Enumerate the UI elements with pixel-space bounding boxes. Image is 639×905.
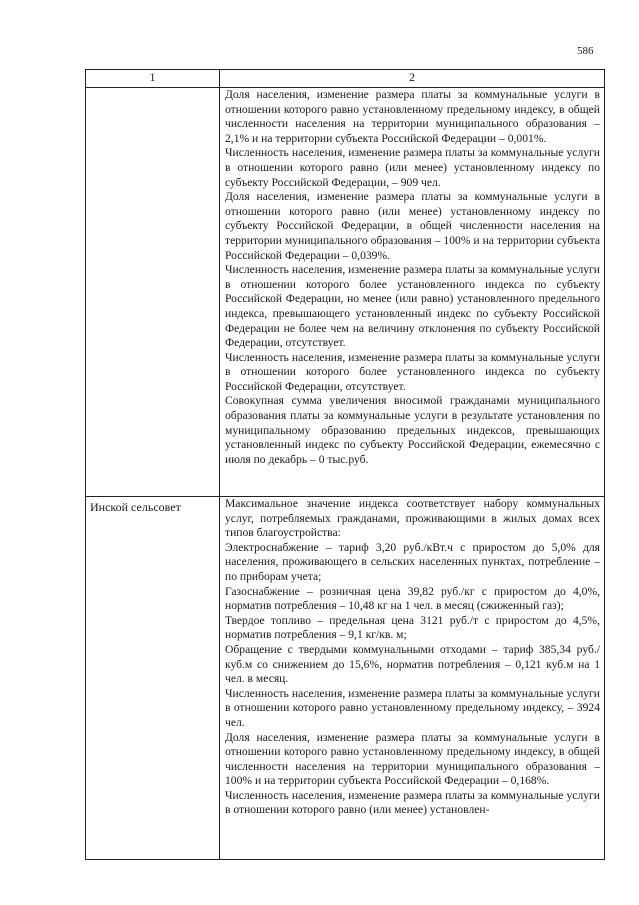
description-cell bbox=[220, 497, 605, 860]
paragraph: Численность населения, изменение размера платы за коммунальные услуги в отношении которого равно (или менее) установлен- bbox=[225, 788, 600, 817]
table-row bbox=[86, 88, 605, 497]
paragraph: Доля населения, изменение размера платы за коммунальные услуги в отношении которого равно установленному предельному индексу, в общей численности населения на территории муниципального образования – 2,1% и на территории субъекта Российской Федерации – 0,001%. bbox=[225, 88, 600, 145]
table-header-row bbox=[86, 70, 605, 88]
paragraph: Доля населения, изменение размера платы за коммунальные услуги в отношении которого равно (или менее) установленному индексу по субъекту Российской Федерации, в общей численности населения на территории муниципального образования – 100% и на территории субъекта Российской Федерации – 0,039%. bbox=[225, 190, 600, 262]
municipality-name-cell: Инской сельсовет bbox=[86, 497, 220, 860]
column-header-1: 1 bbox=[86, 70, 220, 88]
paragraph: Доля населения, изменение размера платы за коммунальные услуги в отношении которого равно установленному предельному индексу, в общей численности населения на территории муниципального образования – 100% и на территории субъекта Российской Федерации – 0,168%. bbox=[225, 730, 600, 788]
paragraph: Численность населения, изменение размера платы за коммунальные услуги в отношении которого более установленного индекса по субъекту Российской Федерации, но менее (или равно) установленного предельного индекса, превышающего установленный индекс по субъекту Российской Федерации не более чем на величину отклонения по субъекту Российской Федерации, отсутствует. bbox=[225, 263, 600, 350]
paragraph: Численность населения, изменение размера платы за коммунальные услуги в отношении которого равно (или менее) установленному индексу по субъекту Российской Федерации, – 909 чел. bbox=[225, 146, 600, 189]
paragraph: Обращение с твердыми коммунальными отходами – тариф 385,34 руб./куб.м со снижением до 15,6%, норматив потребления – 0,121 куб.м на 1 чел. в месяц. bbox=[225, 642, 600, 686]
paragraph: Максимальное значение индекса соответствует набору коммунальных услуг, потребляемых гражданами, проживающими в жилых домах всех типов благоустройства: bbox=[225, 497, 600, 540]
table-row bbox=[86, 497, 605, 860]
paragraph: Численность населения, изменение размера платы за коммунальные услуги в отношении которого равно установленному предельному индексу, – 3924 чел. bbox=[225, 686, 600, 729]
municipality-name-cell bbox=[86, 88, 220, 497]
paragraph: Твердое топливо – предельная цена 3121 руб./т с приростом до 4,5%, норматив потребления – 9,1 кг/кв. м; bbox=[225, 613, 600, 642]
column-header-2: 2 bbox=[220, 70, 605, 88]
description-cell bbox=[220, 88, 605, 497]
paragraph: Совокупная сумма увеличения вносимой гражданами муниципального образования платы за коммунальные услуги в результате установления по муниципальному образованию предельных индексов, превышающих установленный индекс по субъекту Российской Федерации, ежемесячно с июля по декабрь – 0 тыс.руб. bbox=[225, 394, 600, 466]
page-number: 586 bbox=[577, 45, 594, 57]
document-table bbox=[85, 69, 605, 860]
paragraph: Электроснабжение – тариф 3,20 руб./кВт.ч с приростом до 5,0% для населения, проживающего в сельских населенных пунктах, потребление – по приборам учета; bbox=[225, 540, 600, 583]
paragraph: Газоснабжение – розничная цена 39,82 руб./кг с приростом до 4,0%, норматив потребления – 10,48 кг на 1 чел. в месяц (сжиженный газ); bbox=[225, 584, 600, 613]
paragraph: Численность населения, изменение размера платы за коммунальные услуги в отношении которого более установленного индекса по субъекту Российской Федерации, отсутствует. bbox=[225, 350, 600, 393]
